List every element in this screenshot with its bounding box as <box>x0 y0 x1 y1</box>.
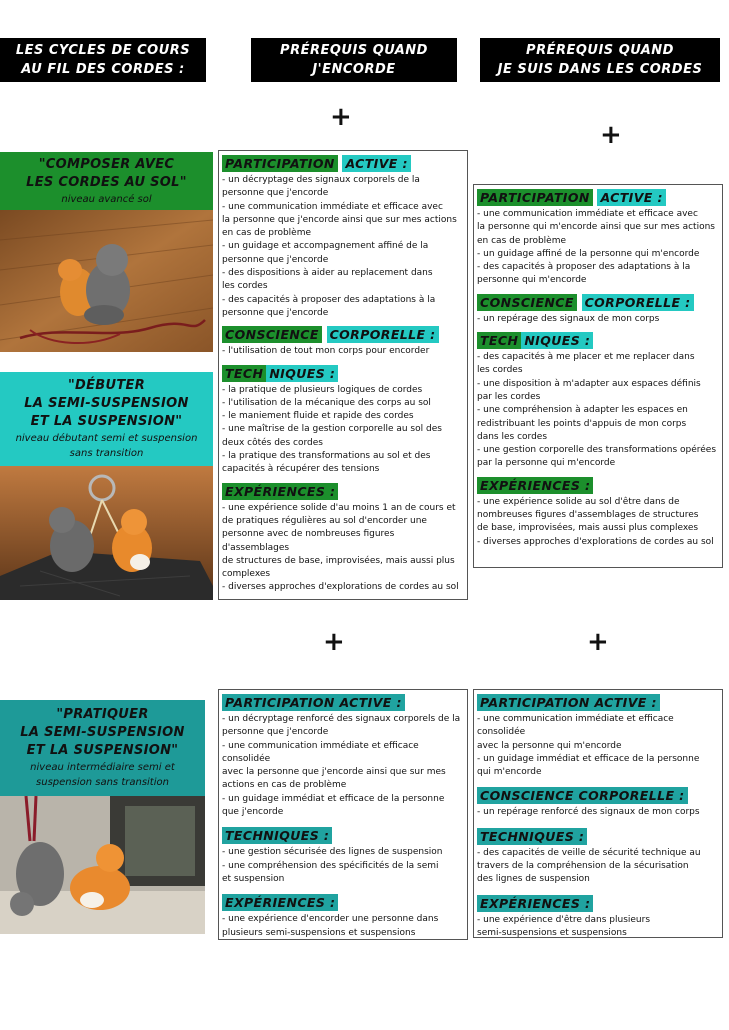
section-title-part2: NIQUES : <box>521 332 593 349</box>
cycle-title-line: ET LA SUSPENSION" <box>26 743 179 758</box>
section-title-part1: PARTICIPATION <box>222 155 338 172</box>
section-title-part1: EXPÉRIENCES : <box>222 483 338 500</box>
section-title-experiences <box>222 483 341 500</box>
section-title-participation: PARTICIPATION ACTIVE : <box>222 694 405 711</box>
section-title-experiences: EXPÉRIENCES : <box>222 894 338 911</box>
list-item: - un décryptage des signaux corporels de la <box>222 175 420 185</box>
experiences-lines <box>477 914 719 941</box>
list-item: - la pratique des transformations au sol et des <box>222 451 431 462</box>
section-title-part1: EXPÉRIENCES : <box>477 477 593 494</box>
list-item: semi-suspensions et suspensions <box>477 927 627 938</box>
header-prereq-encorde-line1: PRÉREQUIS QUAND <box>280 43 428 58</box>
list-item: - une maîtrise de la gestion corporelle au sol des <box>222 424 442 435</box>
cycle-subtitle: niveau avancé sol <box>61 193 152 205</box>
list-item: - des capacités de veille de sécurité technique au <box>477 847 701 858</box>
photo-plush-debuter <box>0 466 213 600</box>
photo-plush-pratiquer <box>0 796 205 934</box>
section-title-participation <box>222 155 411 172</box>
box-sol-cordes <box>473 184 723 568</box>
header-prereq-encorde-line2: J'ENCORDE <box>312 62 396 77</box>
list-item: - une communication immédiate et efficace consolidée <box>477 714 674 738</box>
list-item: - des capacités à proposer des adaptations à la <box>222 294 436 305</box>
techniques-lines <box>222 384 464 477</box>
plus-icon: + <box>330 102 352 132</box>
section-title-part2: CORPORELLE : <box>582 294 694 311</box>
cycle-title-sol <box>0 152 213 210</box>
section-title-part1: CONSCIENCE <box>477 294 577 311</box>
section-title-part2: NIQUES : <box>266 365 338 382</box>
list-item: la personne que j'encorde ainsi que sur mes actions <box>222 214 457 225</box>
list-item: complexes <box>222 569 271 580</box>
list-item: de base, improvisées, mais aussi plus complexes <box>477 523 699 534</box>
cycle-subtitle: niveau débutant semi et suspension sans transition <box>15 433 198 459</box>
plus-icon: + <box>587 627 609 657</box>
list-item: actions en cas de problème <box>222 780 347 791</box>
participation-lines <box>222 713 464 819</box>
section-title-part2: ACTIVE : <box>597 189 665 206</box>
list-item: - une gestion corporelle des transformations opérées <box>477 445 717 456</box>
list-item: les cordes <box>222 281 268 292</box>
list-item: - une communication immédiate et efficace consolidée <box>222 740 419 764</box>
header-prereq-cordes-line2: JE SUIS DANS LES CORDES <box>497 62 703 77</box>
list-item: - des capacités à me placer et me replacer dans <box>477 352 695 363</box>
list-item: personne que j'encorde <box>222 307 329 318</box>
cycle-subtitle: niveau intermédiaire semi et suspension sans transition <box>30 762 175 788</box>
section-title-participation <box>477 189 666 206</box>
list-item: - la pratique de plusieurs logiques de cordes <box>222 384 423 395</box>
section-title-experiences: EXPÉRIENCES : <box>477 895 593 912</box>
experiences-lines <box>477 496 719 549</box>
cycle-title-line: "PRATIQUER <box>56 707 149 722</box>
list-item: - l'utilisation de tout mon corps pour encorder <box>222 346 430 357</box>
plus-icon: + <box>600 120 622 150</box>
plus-icon: + <box>323 627 345 657</box>
list-item: - un repérage des signaux de mon corps <box>477 313 660 324</box>
list-item: - un décryptage renforcé des signaux corporels de la <box>222 714 461 724</box>
list-item: - le maniement fluide et rapide des cordes <box>222 411 414 422</box>
list-item: personne que j'encorde <box>222 188 329 199</box>
section-title-techniques: TECHNIQUES : <box>222 827 332 844</box>
box-semi-cordes <box>473 689 723 938</box>
list-item: - un guidage immédiat et efficace de la personne <box>222 793 445 804</box>
list-item: - un repérage renforcé des signaux de mon corps <box>477 807 700 818</box>
list-item: - une gestion sécurisée des lignes de suspension <box>222 847 443 858</box>
list-item: les cordes <box>477 365 523 376</box>
techniques-lines <box>477 847 719 887</box>
participation-lines <box>477 713 719 779</box>
cycle-title-line: LA SEMI-SUSPENSION <box>24 396 189 411</box>
list-item: deux côtés des cordes <box>222 437 323 448</box>
section-title-techniques <box>222 365 338 382</box>
list-item: - une communication immédiate et efficace avec <box>477 209 698 219</box>
list-item: des lignes de suspension <box>477 874 590 885</box>
list-item: - une communication immédiate et efficace avec <box>222 201 443 212</box>
list-item: par la personne qui m'encorde <box>477 458 616 469</box>
list-item: - un guidage immédiat et efficace de la personne <box>477 753 700 764</box>
header-prereq-cordes-line1: PRÉREQUIS QUAND <box>526 43 674 58</box>
list-item: plusieurs semi-suspensions et suspensions <box>222 927 416 938</box>
section-title-techniques: TECHNIQUES : <box>477 828 587 845</box>
list-item: qui m'encorde <box>477 767 542 778</box>
techniques-lines <box>477 351 719 471</box>
section-title-experiences <box>477 477 596 494</box>
list-item: que j'encorde <box>222 807 284 818</box>
list-item: - une expérience solide au sol d'être dans de <box>477 496 680 507</box>
list-item: capacités à récupérer des tensions <box>222 464 380 475</box>
list-item: travers de la compréhension de la sécurisation <box>477 861 689 872</box>
section-title-conscience <box>477 294 694 311</box>
section-title-part2: ACTIVE : <box>342 155 410 172</box>
header-cycles-line1: LES CYCLES DE COURS <box>15 43 191 58</box>
list-item: - une compréhension à adapter les espaces en <box>477 405 688 416</box>
cycle-title-pratiquer <box>0 700 205 796</box>
box-sol-encorde <box>218 150 468 600</box>
section-title-part1: TECH <box>477 332 521 349</box>
list-item: la personne qui m'encorde ainsi que sur mes actions <box>477 222 715 233</box>
section-title-part1: PARTICIPATION <box>477 189 593 206</box>
header-prereq-cordes <box>480 38 720 82</box>
participation-lines <box>222 174 464 320</box>
list-item: - une disposition à m'adapter aux espaces définis <box>477 378 701 389</box>
section-title-part2: CORPORELLE : <box>327 326 439 343</box>
cycle-title-line: LES CORDES AU SOL" <box>26 174 187 190</box>
cycle-title-line: "COMPOSER AVEC <box>38 156 175 172</box>
list-item: de pratiques régulières au sol d'encorder une <box>222 515 427 526</box>
section-title-participation: PARTICIPATION ACTIVE : <box>477 694 660 711</box>
list-item: personne avec de nombreuses figures d'assemblages <box>222 529 395 553</box>
list-item: - des dispositions à aider au replacement dans <box>222 268 433 279</box>
list-item: - diverses approches d'explorations de cordes au sol <box>477 536 714 547</box>
list-item: - une expérience d'être dans plusieurs <box>477 914 651 925</box>
list-item: - un guidage et accompagnement affiné de la <box>222 241 429 252</box>
list-item: - diverses approches d'explorations de cordes au sol <box>222 582 459 593</box>
list-item: personne que j'encorde <box>222 254 329 265</box>
list-item: - une compréhension des spécificités de la semi <box>222 860 439 871</box>
techniques-lines <box>222 846 464 886</box>
list-item: et suspension <box>222 873 285 884</box>
list-item: personne qui m'encorde <box>477 275 587 286</box>
header-prereq-encorde <box>251 38 457 82</box>
section-title-conscience: CONSCIENCE CORPORELLE : <box>477 787 688 804</box>
list-item: - l'utilisation de la mécanique des corps au sol <box>222 397 431 408</box>
list-item: par les cordes <box>477 391 541 402</box>
cycle-title-line: "DÉBUTER <box>67 378 146 393</box>
header-cycles <box>0 38 206 82</box>
list-item: - une expérience solide d'au moins 1 an de cours et <box>222 502 456 513</box>
box-semi-encorde <box>218 689 468 940</box>
list-item: avec la personne qui m'encorde <box>477 740 622 751</box>
list-item: de structures de base, improvisées, mais aussi plus <box>222 555 455 566</box>
list-item: redistribuant les points d'appuis de mon corps <box>477 418 687 429</box>
header-cycles-line2: AU FIL DES CORDES : <box>21 62 185 77</box>
section-title-techniques <box>477 332 593 349</box>
section-title-conscience <box>222 326 439 343</box>
cycle-title-line: LA SEMI-SUSPENSION <box>20 725 185 740</box>
list-item: personne que j'encorde <box>222 727 329 738</box>
list-item: - un guidage affiné de la personne qui m'encorde <box>477 248 700 259</box>
list-item: - une expérience d'encorder une personne dans <box>222 914 439 925</box>
cycle-title-line: ET LA SUSPENSION" <box>30 414 183 429</box>
list-item: en cas de problème <box>477 235 567 246</box>
cycle-title-debuter <box>0 372 213 466</box>
experiences-lines <box>222 502 464 595</box>
list-item: - des capacités à proposer des adaptations à la <box>477 262 691 273</box>
list-item: nombreuses figures d'assemblages de structures <box>477 510 699 521</box>
section-title-part1: TECH <box>222 365 266 382</box>
photo-plush-sol <box>0 210 213 352</box>
experiences-lines <box>222 913 464 940</box>
list-item: avec la personne que j'encorde ainsi que sur mes <box>222 767 446 778</box>
list-item: dans les cordes <box>477 431 548 442</box>
list-item: en cas de problème <box>222 228 312 239</box>
participation-lines <box>477 208 719 288</box>
section-title-part1: CONSCIENCE <box>222 326 322 343</box>
